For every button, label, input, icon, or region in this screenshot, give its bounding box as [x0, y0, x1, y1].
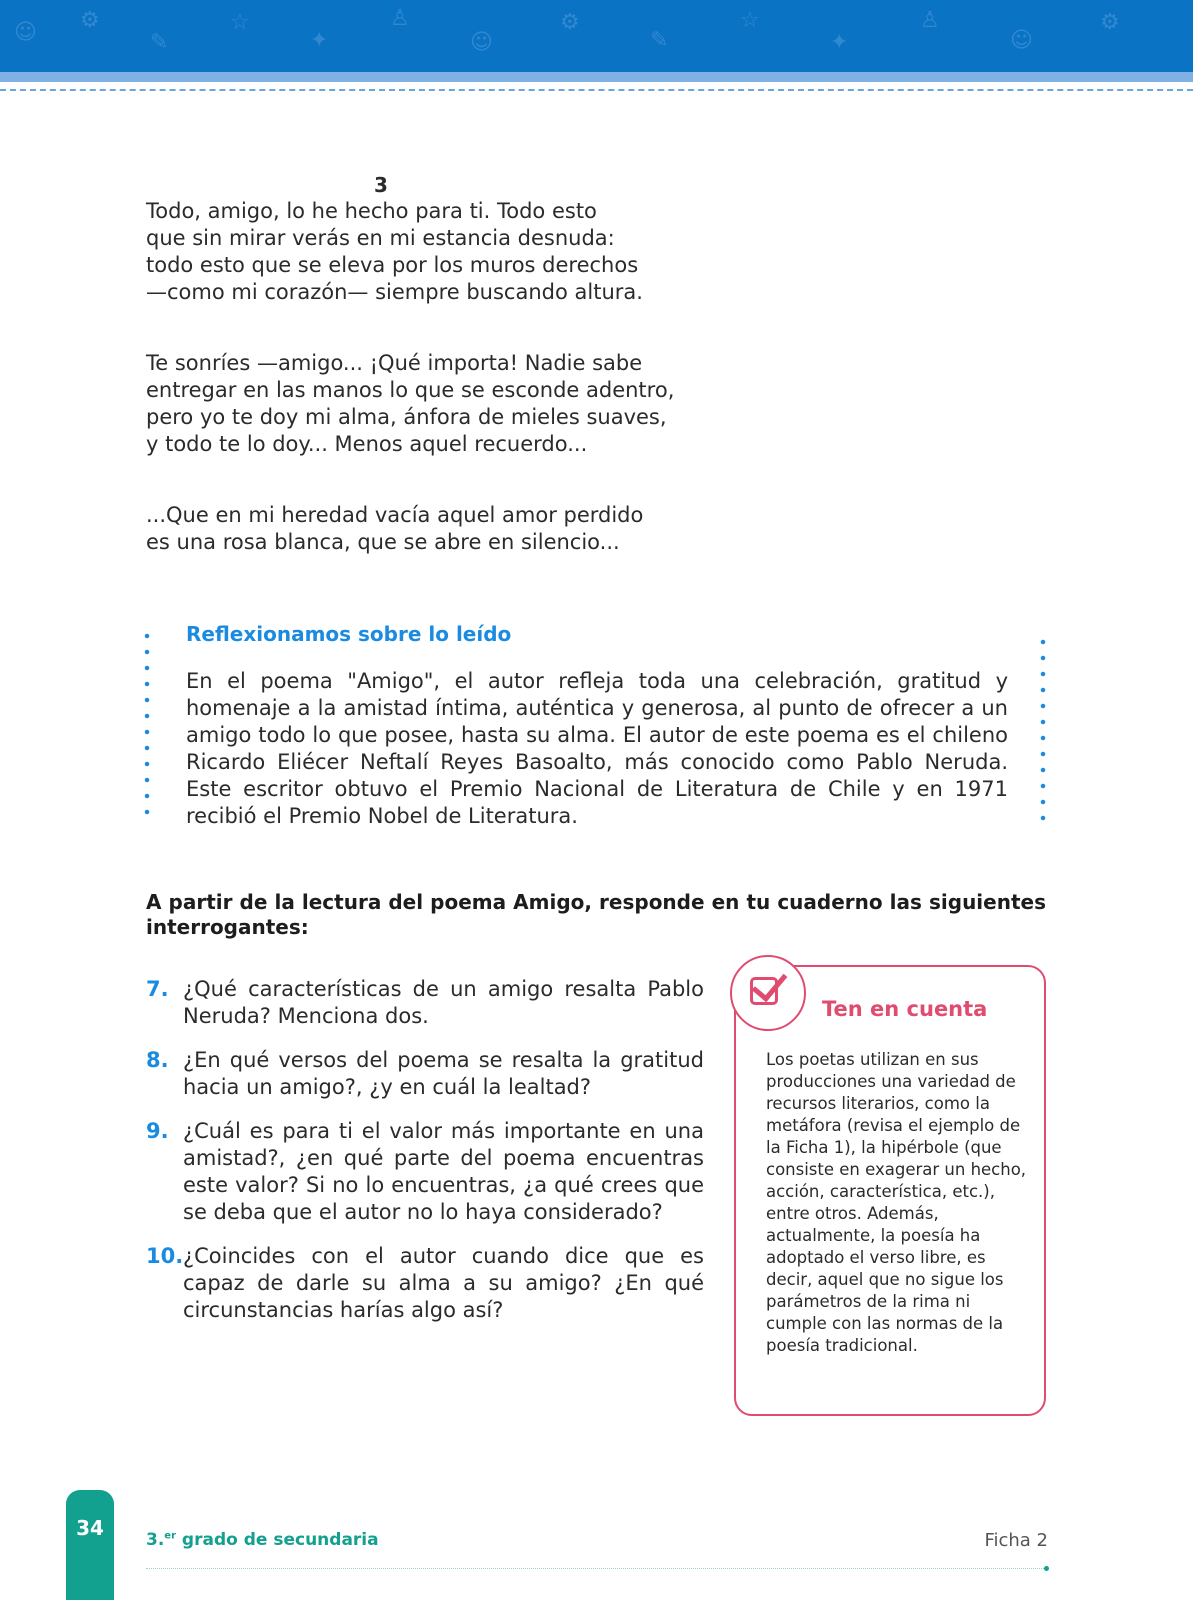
page-number-tab: [66, 1490, 114, 1600]
instruction-text: A partir de la lectura del poema Amigo, responde en tu cuaderno las siguientes interrogantes:: [146, 890, 1046, 939]
reflection-section: [144, 622, 1050, 828]
question-number: 8.: [146, 1048, 169, 1072]
header-divider: [0, 89, 1193, 91]
header-banner: [0, 0, 1193, 72]
footer-divider: [146, 1568, 1046, 1569]
poem-section-number: 3: [374, 173, 388, 197]
smile-icon: ☺: [1010, 28, 1033, 53]
gear-icon: ⚙: [80, 8, 100, 33]
reflection-text: En el poema "Amigo", el autor refleja toda una celebración, gratitud y homenaje a la amistad íntima, auténtica y generosa, al punto de ofrecer a un amigo todo lo que posee, hasta su alma. El autor de este poema es el chileno Ricardo Eliécer Neftalí Reyes Basoalto, más conocido como Pablo Neruda. Este escritor obtuvo el Premio Nacional de Literatura de Chile y en 1971 recibió el Premio Nobel de Literatura.: [186, 669, 1008, 828]
star-icon: ☆: [740, 8, 760, 33]
poem: [146, 172, 706, 600]
person-icon: ♙: [920, 8, 940, 33]
note-text: Los poetas utilizan en sus producciones una variedad de recursos literarios, como la metáfora (revisa el ejemplo de la Ficha 1), la hipérbole (que consiste en exagerar un hecho, acción, característica, etc.), entre otros. Además, actualmente, la poesía ha adoptado el verso libre, es decir, aquel que no sigue los parámetros de la rima ni cumple con las normas de la poesía tradicional.: [766, 1050, 1027, 1355]
grade-prefix: 3.: [146, 1530, 165, 1550]
poem-verse: Te sonríes —amigo... ¡Qué importa! Nadie sabe: [146, 351, 643, 375]
question-text: ¿Cuál es para ti el valor más importante en una amistad?, ¿en qué parte del poema encuentras este valor? Si no lo encuentras, ¿a qué crees que se deba que el autor no lo haya considerado?: [183, 1119, 704, 1224]
gear-icon: ⚙: [1100, 10, 1120, 35]
poem-verse: todo esto que se eleva por los muros derechos: [146, 253, 639, 277]
gear-icon: ⚙: [560, 10, 580, 35]
page-number: 34: [76, 1516, 104, 1540]
smile-icon: ☺: [470, 30, 493, 55]
grade-suffix: grado de secundaria: [176, 1530, 379, 1550]
smile-icon: ☺: [14, 20, 37, 45]
sheet-label: Ficha 2: [984, 1530, 1048, 1551]
footer-dot: [1044, 1566, 1049, 1571]
dotted-border-left: [144, 628, 150, 822]
lightbulb-icon: ✦: [830, 30, 849, 55]
person-icon: ♙: [390, 6, 410, 31]
grade-label: [146, 1530, 379, 1550]
question-item: [146, 976, 704, 1030]
question-number: 10.: [146, 1244, 184, 1268]
question-number: 9.: [146, 1119, 169, 1143]
poem-verse: Todo, amigo, lo he hecho para ti. Todo esto: [146, 199, 597, 223]
question-text: ¿En qué versos del poema se resalta la gratitud hacia un amigo?, ¿y en cuál la lealtad?: [183, 1048, 704, 1099]
question-item: [146, 1047, 704, 1101]
note-title: Ten en cuenta: [822, 997, 988, 1021]
question-text: ¿Qué características de un amigo resalta Pablo Neruda? Menciona dos.: [183, 977, 704, 1028]
poem-stanza: [146, 198, 706, 306]
lightbulb-icon: ✦: [310, 28, 329, 53]
reflection-title: Reflexionamos sobre lo leído: [186, 622, 512, 646]
poem-verse: entregar en las manos lo que se esconde adentro,: [146, 378, 675, 402]
question-list: [146, 976, 704, 1341]
poem-verse: pero yo te doy mi alma, ánfora de mieles suaves,: [146, 405, 667, 429]
poem-verse: es una rosa blanca, que se abre en silencio...: [146, 530, 620, 554]
poem-verse: ...Que en mi heredad vacía aquel amor perdido: [146, 503, 644, 527]
grade-superscript: er: [164, 1530, 177, 1542]
pencil-icon: ✎: [150, 30, 169, 55]
question-item: [146, 1243, 704, 1324]
header-strip: [0, 72, 1193, 82]
note-box: [734, 965, 1046, 1416]
poem-stanza: [146, 350, 706, 458]
star-icon: ☆: [230, 10, 250, 35]
poem-verse: que sin mirar verás en mi estancia desnuda:: [146, 226, 615, 250]
question-text: ¿Coincides con el autor cuando dice que es capaz de darle su alma a su amigo? ¿En qué circunstancias harías algo así?: [183, 1244, 704, 1322]
pencil-icon: ✎: [650, 28, 669, 53]
poem-verse: y todo te lo doy... Menos aquel recuerdo...: [146, 432, 588, 456]
poem-verse: —como mi corazón— siempre buscando altura.: [146, 280, 643, 304]
poem-stanza: [146, 502, 706, 556]
checkbox-icon: [730, 955, 806, 1031]
question-number: 7.: [146, 977, 169, 1001]
question-item: [146, 1118, 704, 1226]
dotted-border-right: [1040, 634, 1046, 824]
